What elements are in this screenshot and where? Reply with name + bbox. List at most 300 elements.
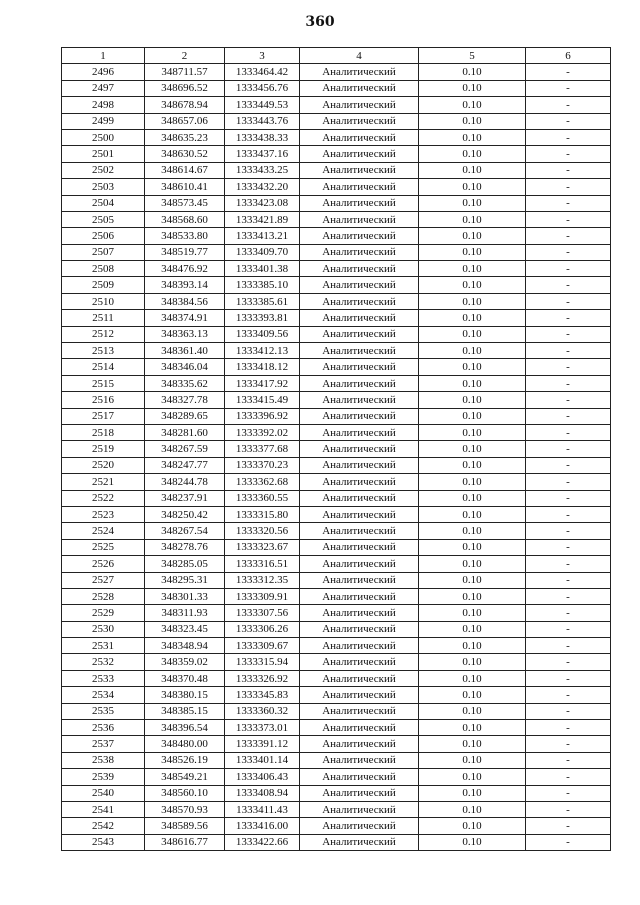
y-coordinate-cell: 1333422.66: [225, 834, 300, 850]
point-number-cell: 2523: [62, 506, 145, 522]
accuracy-cell: 0.10: [419, 720, 526, 736]
y-coordinate-cell: 1333401.14: [225, 752, 300, 768]
note-cell: -: [526, 359, 611, 375]
accuracy-cell: 0.10: [419, 556, 526, 572]
table-row: [62, 638, 611, 654]
table-row: [62, 621, 611, 637]
table-row: [62, 244, 611, 260]
x-coordinate-cell: 348635.23: [145, 129, 225, 145]
method-cell: Аналитический: [300, 457, 419, 473]
point-number-cell: 2508: [62, 261, 145, 277]
accuracy-cell: 0.10: [419, 605, 526, 621]
table-row: [62, 490, 611, 506]
x-coordinate-cell: 348385.15: [145, 703, 225, 719]
note-cell: -: [526, 343, 611, 359]
note-cell: -: [526, 769, 611, 785]
note-cell: -: [526, 801, 611, 817]
y-coordinate-cell: 1333438.33: [225, 129, 300, 145]
accuracy-cell: 0.10: [419, 408, 526, 424]
accuracy-cell: 0.10: [419, 424, 526, 440]
note-cell: -: [526, 834, 611, 850]
y-coordinate-cell: 1333320.56: [225, 523, 300, 539]
accuracy-cell: 0.10: [419, 703, 526, 719]
x-coordinate-cell: 348281.60: [145, 424, 225, 440]
point-number-cell: 2537: [62, 736, 145, 752]
column-header-4: 4: [300, 48, 419, 64]
method-cell: Аналитический: [300, 441, 419, 457]
accuracy-cell: 0.10: [419, 277, 526, 293]
x-coordinate-cell: 348480.00: [145, 736, 225, 752]
y-coordinate-cell: 1333345.83: [225, 687, 300, 703]
table-row: [62, 474, 611, 490]
y-coordinate-cell: 1333423.08: [225, 195, 300, 211]
x-coordinate-cell: 348250.42: [145, 506, 225, 522]
table-row: [62, 605, 611, 621]
accuracy-cell: 0.10: [419, 621, 526, 637]
accuracy-cell: 0.10: [419, 785, 526, 801]
accuracy-cell: 0.10: [419, 375, 526, 391]
method-cell: Аналитический: [300, 621, 419, 637]
note-cell: -: [526, 146, 611, 162]
note-cell: -: [526, 408, 611, 424]
accuracy-cell: 0.10: [419, 310, 526, 326]
point-number-cell: 2536: [62, 720, 145, 736]
point-number-cell: 2515: [62, 375, 145, 391]
table-row: [62, 179, 611, 195]
point-number-cell: 2519: [62, 441, 145, 457]
coordinates-table: [61, 47, 611, 851]
note-cell: -: [526, 654, 611, 670]
y-coordinate-cell: 1333309.91: [225, 588, 300, 604]
y-coordinate-cell: 1333360.32: [225, 703, 300, 719]
table-row: [62, 769, 611, 785]
x-coordinate-cell: 348657.06: [145, 113, 225, 129]
table-row: [62, 424, 611, 440]
table-row: [62, 408, 611, 424]
point-number-cell: 2499: [62, 113, 145, 129]
method-cell: Аналитический: [300, 556, 419, 572]
table-row: [62, 523, 611, 539]
note-cell: -: [526, 277, 611, 293]
y-coordinate-cell: 1333312.35: [225, 572, 300, 588]
y-coordinate-cell: 1333385.61: [225, 293, 300, 309]
point-number-cell: 2512: [62, 326, 145, 342]
method-cell: Аналитический: [300, 326, 419, 342]
y-coordinate-cell: 1333306.26: [225, 621, 300, 637]
accuracy-cell: 0.10: [419, 670, 526, 686]
table-row: [62, 441, 611, 457]
method-cell: Аналитический: [300, 818, 419, 834]
accuracy-cell: 0.10: [419, 359, 526, 375]
y-coordinate-cell: 1333464.42: [225, 64, 300, 80]
x-coordinate-cell: 348244.78: [145, 474, 225, 490]
accuracy-cell: 0.10: [419, 457, 526, 473]
accuracy-cell: 0.10: [419, 179, 526, 195]
point-number-cell: 2525: [62, 539, 145, 555]
method-cell: Аналитический: [300, 474, 419, 490]
point-number-cell: 2521: [62, 474, 145, 490]
note-cell: -: [526, 97, 611, 113]
y-coordinate-cell: 1333421.89: [225, 211, 300, 227]
method-cell: Аналитический: [300, 179, 419, 195]
method-cell: Аналитический: [300, 293, 419, 309]
table-row: [62, 457, 611, 473]
note-cell: -: [526, 129, 611, 145]
y-coordinate-cell: 1333412.13: [225, 343, 300, 359]
x-coordinate-cell: 348361.40: [145, 343, 225, 359]
accuracy-cell: 0.10: [419, 638, 526, 654]
accuracy-cell: 0.10: [419, 113, 526, 129]
method-cell: Аналитический: [300, 736, 419, 752]
table-row: [62, 392, 611, 408]
x-coordinate-cell: 348589.56: [145, 818, 225, 834]
x-coordinate-cell: 348570.93: [145, 801, 225, 817]
note-cell: -: [526, 490, 611, 506]
note-cell: -: [526, 588, 611, 604]
point-number-cell: 2530: [62, 621, 145, 637]
point-number-cell: 2534: [62, 687, 145, 703]
point-number-cell: 2503: [62, 179, 145, 195]
accuracy-cell: 0.10: [419, 228, 526, 244]
column-header-3: 3: [225, 48, 300, 64]
y-coordinate-cell: 1333385.10: [225, 277, 300, 293]
y-coordinate-cell: 1333432.20: [225, 179, 300, 195]
accuracy-cell: 0.10: [419, 195, 526, 211]
y-coordinate-cell: 1333370.23: [225, 457, 300, 473]
x-coordinate-cell: 348696.52: [145, 80, 225, 96]
method-cell: Аналитический: [300, 408, 419, 424]
x-coordinate-cell: 348363.13: [145, 326, 225, 342]
y-coordinate-cell: 1333326.92: [225, 670, 300, 686]
table-body: [62, 64, 611, 851]
point-number-cell: 2540: [62, 785, 145, 801]
accuracy-cell: 0.10: [419, 572, 526, 588]
method-cell: Аналитический: [300, 359, 419, 375]
point-number-cell: 2502: [62, 162, 145, 178]
accuracy-cell: 0.10: [419, 293, 526, 309]
method-cell: Аналитический: [300, 261, 419, 277]
table-row: [62, 195, 611, 211]
method-cell: Аналитический: [300, 195, 419, 211]
note-cell: -: [526, 113, 611, 129]
note-cell: -: [526, 310, 611, 326]
method-cell: Аналитический: [300, 506, 419, 522]
method-cell: Аналитический: [300, 687, 419, 703]
point-number-cell: 2500: [62, 129, 145, 145]
x-coordinate-cell: 348610.41: [145, 179, 225, 195]
accuracy-cell: 0.10: [419, 736, 526, 752]
note-cell: -: [526, 228, 611, 244]
x-coordinate-cell: 348678.94: [145, 97, 225, 113]
table-row: [62, 687, 611, 703]
y-coordinate-cell: 1333377.68: [225, 441, 300, 457]
x-coordinate-cell: 348476.92: [145, 261, 225, 277]
point-number-cell: 2539: [62, 769, 145, 785]
x-coordinate-cell: 348267.59: [145, 441, 225, 457]
point-number-cell: 2535: [62, 703, 145, 719]
note-cell: -: [526, 703, 611, 719]
point-number-cell: 2527: [62, 572, 145, 588]
point-number-cell: 2517: [62, 408, 145, 424]
column-header-2: 2: [145, 48, 225, 64]
note-cell: -: [526, 261, 611, 277]
x-coordinate-cell: 348267.54: [145, 523, 225, 539]
x-coordinate-cell: 348616.77: [145, 834, 225, 850]
note-cell: -: [526, 621, 611, 637]
accuracy-cell: 0.10: [419, 441, 526, 457]
point-number-cell: 2538: [62, 752, 145, 768]
point-number-cell: 2542: [62, 818, 145, 834]
note-cell: -: [526, 162, 611, 178]
y-coordinate-cell: 1333456.76: [225, 80, 300, 96]
point-number-cell: 2543: [62, 834, 145, 850]
table-row: [62, 736, 611, 752]
method-cell: Аналитический: [300, 343, 419, 359]
table-row: [62, 506, 611, 522]
y-coordinate-cell: 1333392.02: [225, 424, 300, 440]
table-row: [62, 703, 611, 719]
point-number-cell: 2504: [62, 195, 145, 211]
point-number-cell: 2529: [62, 605, 145, 621]
x-coordinate-cell: 348573.45: [145, 195, 225, 211]
note-cell: -: [526, 64, 611, 80]
note-cell: -: [526, 375, 611, 391]
note-cell: -: [526, 424, 611, 440]
x-coordinate-cell: 348526.19: [145, 752, 225, 768]
table-row: [62, 64, 611, 80]
method-cell: Аналитический: [300, 720, 419, 736]
note-cell: -: [526, 605, 611, 621]
y-coordinate-cell: 1333433.25: [225, 162, 300, 178]
y-coordinate-cell: 1333449.53: [225, 97, 300, 113]
point-number-cell: 2520: [62, 457, 145, 473]
method-cell: Аналитический: [300, 654, 419, 670]
note-cell: -: [526, 736, 611, 752]
method-cell: Аналитический: [300, 97, 419, 113]
table-row: [62, 556, 611, 572]
y-coordinate-cell: 1333406.43: [225, 769, 300, 785]
note-cell: -: [526, 818, 611, 834]
table-row: [62, 211, 611, 227]
point-number-cell: 2498: [62, 97, 145, 113]
page-number: 360: [305, 14, 335, 30]
table-row: [62, 228, 611, 244]
table-row: [62, 162, 611, 178]
method-cell: Аналитический: [300, 523, 419, 539]
note-cell: -: [526, 474, 611, 490]
method-cell: Аналитический: [300, 211, 419, 227]
accuracy-cell: 0.10: [419, 80, 526, 96]
x-coordinate-cell: 348374.91: [145, 310, 225, 326]
point-number-cell: 2496: [62, 64, 145, 80]
point-number-cell: 2505: [62, 211, 145, 227]
accuracy-cell: 0.10: [419, 326, 526, 342]
method-cell: Аналитический: [300, 638, 419, 654]
accuracy-cell: 0.10: [419, 769, 526, 785]
y-coordinate-cell: 1333391.12: [225, 736, 300, 752]
y-coordinate-cell: 1333408.94: [225, 785, 300, 801]
table-row: [62, 343, 611, 359]
column-header-5: 5: [419, 48, 526, 64]
note-cell: -: [526, 572, 611, 588]
x-coordinate-cell: 348285.05: [145, 556, 225, 572]
y-coordinate-cell: 1333443.76: [225, 113, 300, 129]
note-cell: -: [526, 326, 611, 342]
y-coordinate-cell: 1333323.67: [225, 539, 300, 555]
point-number-cell: 2507: [62, 244, 145, 260]
accuracy-cell: 0.10: [419, 64, 526, 80]
point-number-cell: 2511: [62, 310, 145, 326]
table-row: [62, 654, 611, 670]
method-cell: Аналитический: [300, 244, 419, 260]
y-coordinate-cell: 1333360.55: [225, 490, 300, 506]
method-cell: Аналитический: [300, 310, 419, 326]
note-cell: -: [526, 539, 611, 555]
x-coordinate-cell: 348247.77: [145, 457, 225, 473]
method-cell: Аналитический: [300, 392, 419, 408]
accuracy-cell: 0.10: [419, 588, 526, 604]
y-coordinate-cell: 1333415.49: [225, 392, 300, 408]
note-cell: -: [526, 293, 611, 309]
table-row: [62, 80, 611, 96]
y-coordinate-cell: 1333309.67: [225, 638, 300, 654]
column-header-6: 6: [526, 48, 611, 64]
method-cell: Аналитический: [300, 834, 419, 850]
x-coordinate-cell: 348348.94: [145, 638, 225, 654]
note-cell: -: [526, 670, 611, 686]
x-coordinate-cell: 348533.80: [145, 228, 225, 244]
x-coordinate-cell: 348278.76: [145, 539, 225, 555]
x-coordinate-cell: 348549.21: [145, 769, 225, 785]
accuracy-cell: 0.10: [419, 818, 526, 834]
method-cell: Аналитический: [300, 64, 419, 80]
y-coordinate-cell: 1333316.51: [225, 556, 300, 572]
accuracy-cell: 0.10: [419, 129, 526, 145]
note-cell: -: [526, 244, 611, 260]
method-cell: Аналитический: [300, 424, 419, 440]
table-row: [62, 801, 611, 817]
point-number-cell: 2506: [62, 228, 145, 244]
x-coordinate-cell: 348289.65: [145, 408, 225, 424]
accuracy-cell: 0.10: [419, 97, 526, 113]
table-row: [62, 670, 611, 686]
method-cell: Аналитический: [300, 703, 419, 719]
point-number-cell: 2528: [62, 588, 145, 604]
accuracy-cell: 0.10: [419, 801, 526, 817]
y-coordinate-cell: 1333409.56: [225, 326, 300, 342]
accuracy-cell: 0.10: [419, 474, 526, 490]
point-number-cell: 2531: [62, 638, 145, 654]
table-row: [62, 818, 611, 834]
table-row: [62, 834, 611, 850]
table-row: [62, 572, 611, 588]
table-row: [62, 785, 611, 801]
y-coordinate-cell: 1333413.21: [225, 228, 300, 244]
y-coordinate-cell: 1333373.01: [225, 720, 300, 736]
accuracy-cell: 0.10: [419, 654, 526, 670]
method-cell: Аналитический: [300, 670, 419, 686]
table-row: [62, 359, 611, 375]
y-coordinate-cell: 1333418.12: [225, 359, 300, 375]
accuracy-cell: 0.10: [419, 539, 526, 555]
note-cell: -: [526, 457, 611, 473]
note-cell: -: [526, 556, 611, 572]
note-cell: -: [526, 506, 611, 522]
method-cell: Аналитический: [300, 539, 419, 555]
accuracy-cell: 0.10: [419, 244, 526, 260]
table-row: [62, 277, 611, 293]
note-cell: -: [526, 211, 611, 227]
accuracy-cell: 0.10: [419, 211, 526, 227]
table-row: [62, 146, 611, 162]
point-number-cell: 2516: [62, 392, 145, 408]
x-coordinate-cell: 348359.02: [145, 654, 225, 670]
method-cell: Аналитический: [300, 490, 419, 506]
note-cell: -: [526, 752, 611, 768]
y-coordinate-cell: 1333437.16: [225, 146, 300, 162]
table-row: [62, 539, 611, 555]
table-row: [62, 97, 611, 113]
x-coordinate-cell: 348346.04: [145, 359, 225, 375]
x-coordinate-cell: 348301.33: [145, 588, 225, 604]
accuracy-cell: 0.10: [419, 834, 526, 850]
note-cell: -: [526, 785, 611, 801]
point-number-cell: 2541: [62, 801, 145, 817]
x-coordinate-cell: 348327.78: [145, 392, 225, 408]
point-number-cell: 2522: [62, 490, 145, 506]
note-cell: -: [526, 687, 611, 703]
accuracy-cell: 0.10: [419, 490, 526, 506]
note-cell: -: [526, 179, 611, 195]
method-cell: Аналитический: [300, 228, 419, 244]
x-coordinate-cell: 348396.54: [145, 720, 225, 736]
y-coordinate-cell: 1333315.94: [225, 654, 300, 670]
note-cell: -: [526, 80, 611, 96]
x-coordinate-cell: 348568.60: [145, 211, 225, 227]
point-number-cell: 2524: [62, 523, 145, 539]
method-cell: Аналитический: [300, 605, 419, 621]
point-number-cell: 2509: [62, 277, 145, 293]
table-row: [62, 113, 611, 129]
table-row: [62, 720, 611, 736]
note-cell: -: [526, 441, 611, 457]
accuracy-cell: 0.10: [419, 162, 526, 178]
table-row: [62, 310, 611, 326]
x-coordinate-cell: 348519.77: [145, 244, 225, 260]
table-row: [62, 588, 611, 604]
y-coordinate-cell: 1333307.56: [225, 605, 300, 621]
table-row: [62, 375, 611, 391]
point-number-cell: 2526: [62, 556, 145, 572]
point-number-cell: 2501: [62, 146, 145, 162]
point-number-cell: 2513: [62, 343, 145, 359]
accuracy-cell: 0.10: [419, 523, 526, 539]
x-coordinate-cell: 348311.93: [145, 605, 225, 621]
method-cell: Аналитический: [300, 277, 419, 293]
table-row: [62, 129, 611, 145]
y-coordinate-cell: 1333396.92: [225, 408, 300, 424]
x-coordinate-cell: 348560.10: [145, 785, 225, 801]
accuracy-cell: 0.10: [419, 687, 526, 703]
x-coordinate-cell: 348237.91: [145, 490, 225, 506]
method-cell: Аналитический: [300, 129, 419, 145]
y-coordinate-cell: 1333393.81: [225, 310, 300, 326]
y-coordinate-cell: 1333362.68: [225, 474, 300, 490]
method-cell: Аналитический: [300, 572, 419, 588]
y-coordinate-cell: 1333315.80: [225, 506, 300, 522]
note-cell: -: [526, 195, 611, 211]
point-number-cell: 2532: [62, 654, 145, 670]
